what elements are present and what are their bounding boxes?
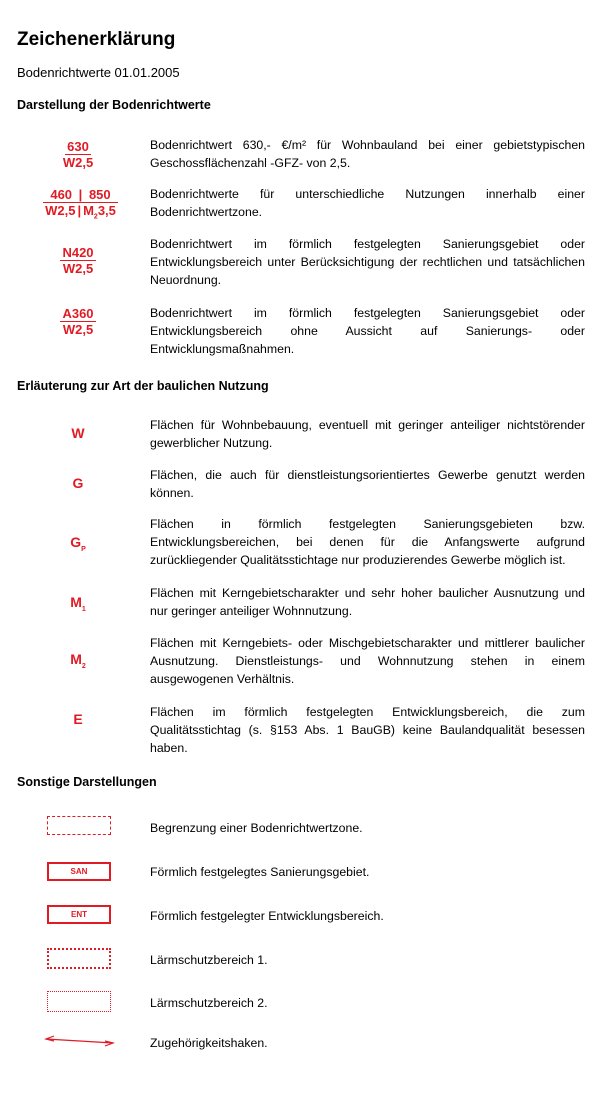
value-numerator-1: 460	[50, 187, 73, 202]
usage-symbol-m2	[48, 651, 108, 670]
noise-zone-1-symbol	[47, 948, 111, 969]
value-symbol-630	[48, 139, 108, 170]
value-denominator: W2,5	[62, 322, 94, 337]
value-denominator-2-letter: M	[83, 203, 94, 218]
usage-desc-g: Flächen, die auch für dienstleistungsorientiertes Gewerbe genutzt werden können.	[150, 468, 585, 500]
usage-desc-e: Flächen im förmlich festgelegten Entwicklungsbereich, die zum Qualitätsstichtag (s. §153 Abs. 1 BauGB) keine Baulandqualität besessen haben.	[150, 705, 585, 755]
other-desc-ent: Förmlich festgelegter Entwicklungsbereich.	[150, 909, 384, 923]
other-desc-san: Förmlich festgelegtes Sanierungsgebiet.	[150, 865, 370, 879]
san-label: SAN	[70, 867, 88, 876]
value-denominator-1: W2,5	[45, 203, 76, 218]
value-desc-3: Bodenrichtwert im förmlich festgelegten Sanierungsgebiet oder Entwicklungsbereich unter Berücksichtigung der rechtlichen und tatsächlichen Neuordnung.	[150, 237, 585, 287]
value-symbol-n420	[48, 245, 108, 276]
ent-symbol	[47, 905, 111, 924]
value-denominator: W2,5	[62, 261, 94, 276]
other-desc-hook: Zugehörigkeitshaken.	[150, 1036, 268, 1050]
value-desc-4: Bodenrichtwert im förmlich festgelegten Sanierungsgebiet oder Entwicklungsbereich ohne Aussicht auf Sanierungs- oder Entwicklungsmaßnahmen.	[150, 306, 585, 356]
other-desc-noise-1: Lärmschutzbereich 1.	[150, 953, 268, 967]
usage-desc-m1: Flächen mit Kerngebietscharakter und sehr hoher baulicher Ausnutzung und nur geringer anteiliger Wohnnutzung.	[150, 586, 585, 618]
value-numerator-2: 850	[88, 187, 111, 202]
value-symbol-460-850: $\frac{460 | 850}{W2,5 | M_23,5}$	[43, 187, 118, 225]
value-numerator: A360	[62, 306, 94, 321]
usage-symbol-sub: 2	[81, 662, 86, 670]
usage-desc-w: Flächen für Wohnbebauung, eventuell mit geringer anteiliger nichtstörender gewerblicher Nutzung.	[150, 418, 585, 450]
ent-label: ENT	[71, 910, 87, 919]
usage-symbol-g	[48, 475, 108, 494]
value-denominator-2-value: 3,5	[97, 203, 116, 218]
section-heading-values: Darstellung der Bodenrichtwerte	[17, 98, 211, 112]
usage-symbol-letter: M	[70, 594, 82, 610]
usage-symbol-w	[48, 425, 108, 444]
subtitle: Bodenrichtwerte 01.01.2005	[17, 65, 180, 80]
membership-hook-icon	[44, 1034, 116, 1048]
value-denominator-2-sub: 2	[93, 213, 98, 221]
usage-symbol-gp	[48, 534, 108, 553]
usage-symbol-m1	[48, 594, 108, 613]
other-desc-boundary: Begrenzung einer Bodenrichtwertzone.	[150, 821, 363, 835]
usage-symbol-letter: G	[72, 475, 84, 491]
usage-symbol-letter: M	[70, 651, 82, 667]
value-numerator: N420	[62, 245, 94, 260]
section-heading-other: Sonstige Darstellungen	[17, 775, 157, 789]
usage-symbol-sub: P	[81, 545, 86, 553]
usage-symbol-sub: 1	[81, 605, 86, 613]
value-desc-1: Bodenrichtwert 630,- €/m² für Wohnbauland bei einer gebietstypischen Geschossflächenzahl -GFZ- von 2,5.	[150, 138, 585, 170]
other-desc-noise-2: Lärmschutzbereich 2.	[150, 996, 268, 1010]
usage-symbol-letter: G	[70, 534, 82, 550]
usage-symbol-e	[48, 711, 108, 730]
page-title: Zeichenerklärung	[17, 29, 176, 50]
value-desc-2: Bodenrichtwerte für unterschiedliche Nutzungen innerhalb einer Bodenrichtwertzone.	[150, 187, 585, 219]
usage-desc-m2: Flächen mit Kerngebiets- oder Mischgebietscharakter und mittlerer baulicher Ausnutzung. Dienstleistungs- und Wohnnutzung stehen in einem ausgewogenen Verhältnis.	[150, 636, 585, 686]
value-numerator: 630	[67, 139, 89, 154]
value-denominator: W2,5	[62, 155, 94, 170]
usage-desc-gp: Flächen in förmlich festgelegten Sanierungsgebieten bzw. Entwicklungsbereichen, bei denen für die Anfangswerte aufgrund zurückliegender Qualitätsstichtage nur produzierendes Gewerbe möglich ist.	[150, 517, 585, 567]
usage-symbol-letter: E	[73, 711, 83, 727]
zone-boundary-symbol	[47, 816, 111, 835]
usage-symbol-letter: W	[71, 425, 85, 441]
noise-zone-2-symbol	[47, 991, 111, 1012]
section-heading-usage: Erläuterung zur Art der baulichen Nutzung	[17, 379, 269, 393]
san-symbol	[47, 862, 111, 881]
value-symbol-a360	[48, 306, 108, 337]
